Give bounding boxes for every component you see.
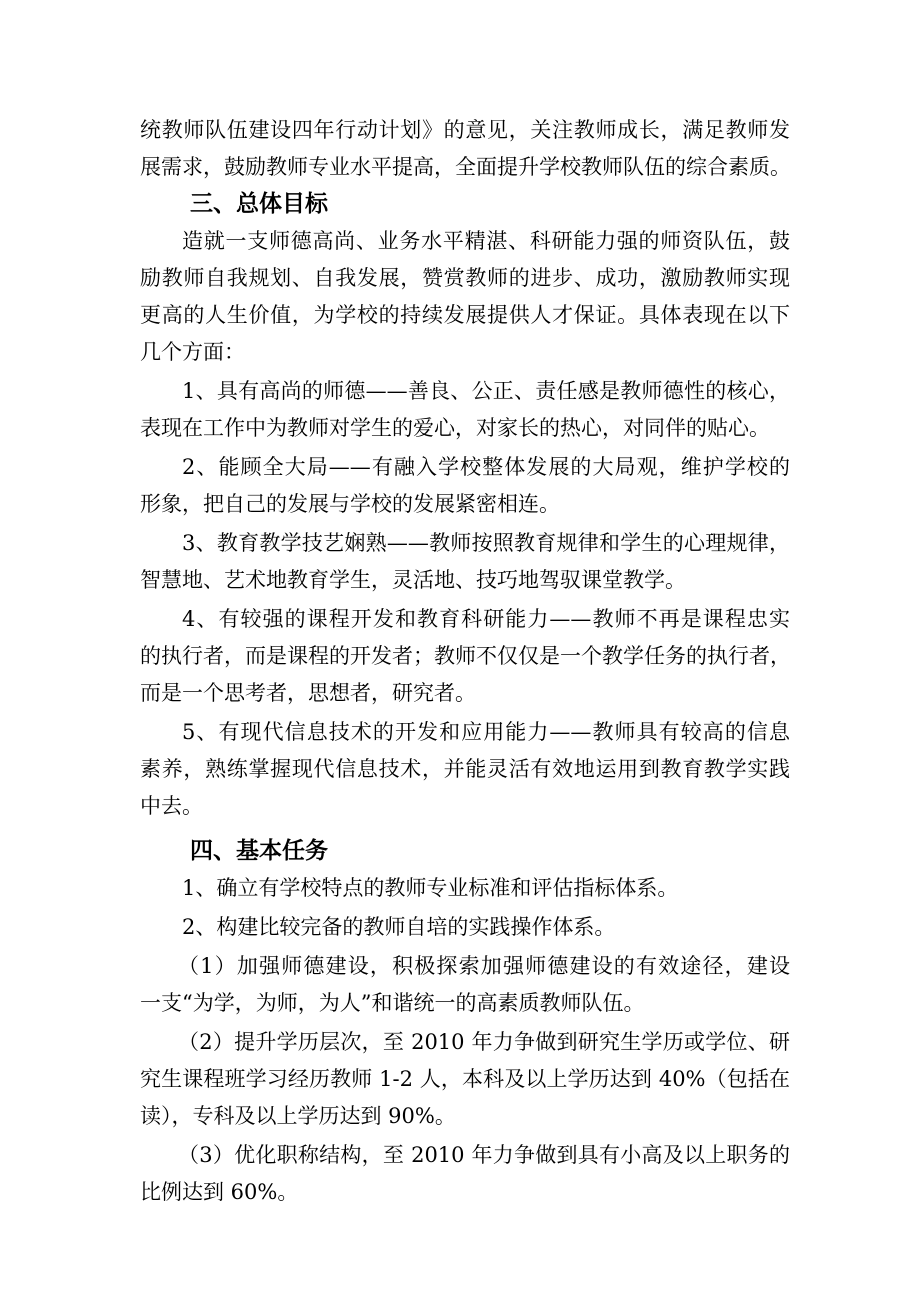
text-line: 智慧地、艺术地教育学生，灵活地、技巧地驾驭课堂教学。 [140, 568, 686, 592]
text-line: 1、确立有学校特点的教师专业标准和评估指标体系。 [182, 876, 679, 900]
text-line: 表现在工作中为教师对学生的爱心，对家长的热心，对同伴的贴心。 [140, 416, 770, 440]
text-line: 中去。 [140, 794, 203, 818]
intro-paragraph [140, 112, 790, 186]
section3-paragraph [140, 223, 790, 371]
goal-item-5 [140, 714, 790, 825]
text-line: 形象，把自己的发展与学校的发展紧密相连。 [140, 492, 560, 516]
task-item-2-1 [140, 948, 790, 1022]
text-line: 5、有现代信息技术的开发和应用能力——教师具有较高的信息 [182, 720, 790, 744]
section-heading-3: 三、总体目标 [190, 191, 328, 217]
goal-item-1 [140, 373, 790, 447]
text-line: 造就一支师德高尚、业务水平精湛、科研能力强的师资队伍，鼓 [182, 229, 790, 253]
text-line: 的执行者，而是课程的开发者；教师不仅仅是一个教学任务的执行者， [140, 644, 791, 668]
text-line: （2）提升学历层次，至 2010 年力争做到研究生学历或学位、研 [178, 1030, 790, 1054]
section-heading-4: 四、基本任务 [190, 838, 328, 864]
text-line: （1）加强师德建设，积极探索加强师德建设的有效途径，建设 [178, 954, 790, 978]
document-page [140, 112, 790, 1211]
task-item-2-3 [140, 1137, 790, 1211]
task-item-1 [140, 870, 790, 907]
text-line: 素养，熟练掌握现代信息技术，并能灵活有效地运用到教育教学实践 [140, 757, 790, 781]
text-line: 统教师队伍建设四年行动计划》的意见，关注教师成长，满足教师发 [140, 118, 790, 142]
goal-item-3 [140, 525, 790, 599]
goal-item-2 [140, 449, 790, 523]
task-item-2-2 [140, 1024, 790, 1135]
text-line: 4、有较强的课程开发和教育科研能力——教师不再是课程忠实 [182, 607, 790, 631]
text-line: 2、能顾全大局——有融入学校整体发展的大局观，维护学校的 [182, 455, 790, 479]
text-line: （3）优化职称结构，至 2010 年力争做到具有小高及以上职务的 [178, 1143, 790, 1167]
text-line: 比例达到 60%。 [140, 1180, 299, 1204]
text-line: 更高的人生价值，为学校的持续发展提供人才保证。具体表现在以下 [140, 303, 790, 327]
text-line: 读），专科及以上学历达到 90%。 [140, 1104, 456, 1128]
text-line: 2、构建比较完备的教师自培的实践操作体系。 [182, 915, 616, 939]
task-item-2 [140, 909, 790, 946]
text-line: 而是一个思考者，思想者，研究者。 [140, 681, 476, 705]
text-line: 1、具有高尚的师德——善良、公正、责任感是教师德性的核心， [182, 379, 790, 403]
text-line: 一支“为学，为师，为人”和谐统一的高素质教师队伍。 [140, 991, 645, 1015]
goal-item-4 [140, 601, 790, 712]
text-line: 究生课程班学习经历教师 1-2 人，本科及以上学历达到 40%（包括在 [140, 1067, 790, 1091]
text-line: 几个方面： [140, 340, 245, 364]
text-line: 展需求，鼓励教师专业水平提高，全面提升学校教师队伍的综合素质。 [140, 155, 791, 179]
text-line: 励教师自我规划、自我发展，赞赏教师的进步、成功，激励教师实现 [140, 266, 790, 290]
text-line: 3、教育教学技艺娴熟——教师按照教育规律和学生的心理规律， [182, 531, 790, 555]
